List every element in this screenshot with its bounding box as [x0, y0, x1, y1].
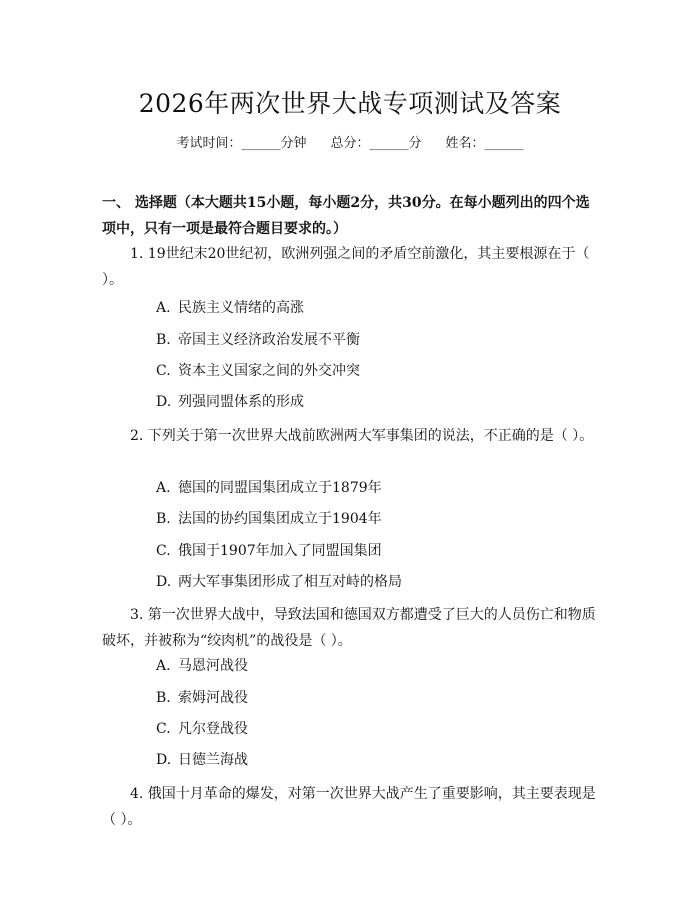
option-text: 两大军事集团形成了相互对峙的格局 [178, 574, 402, 590]
option-a [156, 298, 304, 318]
option-text: 日德兰海战 [178, 752, 248, 768]
exam-time-field: 考试时间：______分钟 [176, 136, 307, 151]
option-letter: C. [156, 363, 171, 379]
option-text: 德国的同盟国集团成立于1879年 [178, 480, 382, 496]
question-stem: 4. 俄国十月革命的爆发，对第一次世界大战产生了重要影响，其主要表现是（ ）。 [102, 786, 596, 828]
option-letter: B. [156, 332, 171, 348]
option-d [156, 750, 248, 770]
option-c [156, 361, 360, 381]
exam-info-line [0, 132, 700, 151]
option-letter: D. [156, 574, 172, 590]
question-stem: 2. 下列关于第一次世界大战前欧洲两大军事集团的说法，不正确的是（ ）。 [130, 428, 594, 444]
option-b [156, 509, 382, 529]
option-c [156, 541, 382, 561]
option-text: 帝国主义经济政治发展不平衡 [178, 332, 360, 348]
option-letter: A. [156, 480, 171, 496]
option-letter: D. [156, 394, 172, 410]
option-letter: A. [156, 658, 171, 674]
option-b [156, 330, 360, 350]
option-letter: B. [156, 690, 171, 706]
option-c [156, 719, 248, 739]
option-text: 俄国于1907年加入了同盟国集团 [178, 543, 382, 559]
total-score-field: 总分：______分 [330, 136, 422, 151]
option-letter: B. [156, 511, 171, 527]
option-d [156, 572, 402, 592]
option-d [156, 392, 304, 412]
section-heading: 一、 选择题（本大题共15小题，每小题2分，共30分。在每小题列出的四个选项中，只有一项是最符合题目要求的。） [102, 195, 590, 237]
option-b [156, 688, 248, 708]
option-text: 凡尔登战役 [178, 721, 248, 737]
option-a [156, 478, 382, 498]
page-title: 2026年两次世界大战专项测试及答案 [138, 89, 562, 118]
option-text: 民族主义情绪的高涨 [178, 300, 304, 316]
option-text: 法国的协约国集团成立于1904年 [178, 511, 382, 527]
option-text: 资本主义国家之间的外交冲突 [178, 363, 360, 379]
question-stem: 3. 第一次世界大战中，导致法国和德国双方都遭受了巨大的人员伤亡和物质破坏，并被称为“绞肉机”的战役是（ ）。 [102, 607, 596, 649]
question-stem: 1. 19世纪末20世纪初，欧洲列强之间的矛盾空前激化，其主要根源在于（ ）。 [102, 246, 590, 288]
option-letter: D. [156, 752, 172, 768]
option-text: 马恩河战役 [178, 658, 248, 674]
option-a [156, 656, 248, 676]
option-letter: C. [156, 543, 171, 559]
option-text: 索姆河战役 [178, 690, 248, 706]
option-letter: C. [156, 721, 171, 737]
option-letter: A. [156, 300, 171, 316]
option-text: 列强同盟体系的形成 [178, 394, 304, 410]
student-name-field: 姓名：______ [445, 136, 524, 151]
